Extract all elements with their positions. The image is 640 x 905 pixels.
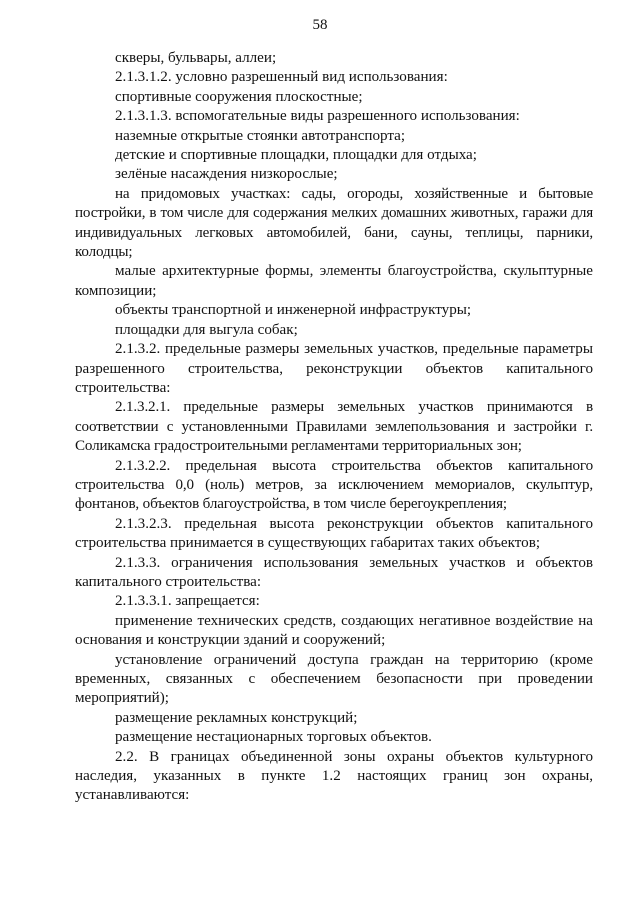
paragraph-clause: 2.1.3.2.2. предельная высота строительства объектов капитального строительства 0,0 (ноль) метров, за исключением мемориалов, скульптур, фонтанов, объектов благоустройства, в том числе берегоукрепления; xyxy=(75,457,593,513)
paragraph-section-heading: 2.1.3.1.3. вспомогательные виды разрешенного использования: xyxy=(115,108,520,125)
paragraph-list-item: скверы, бульвары, аллеи; xyxy=(115,50,277,66)
paragraph-section-heading: 2.1.3.2. предельные размеры земельных участков, предельные параметры разрешенного строительства, реконструкции объектов капитального строительства: xyxy=(75,341,593,396)
paragraph-section-heading: 2.1.3.1.2. условно разрешенный вид использования: xyxy=(115,69,448,86)
paragraph-clause: 2.1.3.2.1. предельные размеры земельных участков принимаются в соответствии с установленными Правилами землепользования и застройки г. Соликамска градостроительными регламентами территориальных зон; xyxy=(75,399,593,455)
page-number: 58 xyxy=(312,17,328,33)
paragraph-list-item: детские и спортивные площадки, площадки для отдыха; xyxy=(115,147,477,164)
paragraph-list-item: размещение нестационарных торговых объектов. xyxy=(115,729,432,746)
paragraph-list-item: установление ограничений доступа граждан на территорию (кроме временных, связанных с обеспечением безопасности при проведении мероприятий); xyxy=(75,651,593,707)
paragraph-list-item: объекты транспортной и инженерной инфраструктуры; xyxy=(115,302,472,319)
paragraph-list-item: наземные открытые стоянки автотранспорта; xyxy=(115,127,406,144)
paragraph-list-item: на придомовых участках: сады, огороды, хозяйственные и бытовые постройки, в том числе для содержания мелких домашних животных, гаражи для индивидуальных легковых автомобилей, бани, сауны, теплицы, парники, колодцы; xyxy=(75,185,593,261)
paragraph-list-item: размещение рекламных конструкций; xyxy=(115,709,358,726)
paragraph-list-item: малые архитектурные формы, элементы благоустройства, скульптурные композиции; xyxy=(75,263,593,299)
paragraph-list-item: спортивные сооружения плоскостные; xyxy=(115,88,363,105)
paragraph-list-item: площадки для выгула собак; xyxy=(115,321,298,338)
paragraph-clause: 2.1.3.2.3. предельная высота реконструкции объектов капитального строительства принимается в существующих габаритах таких объектов; xyxy=(75,515,593,552)
paragraph-section-heading: 2.1.3.3. ограничения использования земельных участков и объектов капитального строительства: xyxy=(75,554,593,590)
paragraph-section-heading: 2.2. В границах объединенной зоны охраны объектов культурного наследия, указанных в пункте 1.2 настоящих границ зон охраны, устанавливаются: xyxy=(75,748,593,804)
paragraph-section-heading: 2.1.3.3.1. запрещается: xyxy=(115,593,260,610)
paragraph-list-item: зелёные насаждения низкорослые; xyxy=(115,166,338,183)
paragraph-list-item: применение технических средств, создающих негативное воздействие на основания и конструкции зданий и сооружений; xyxy=(75,612,593,649)
document-body xyxy=(75,49,593,806)
